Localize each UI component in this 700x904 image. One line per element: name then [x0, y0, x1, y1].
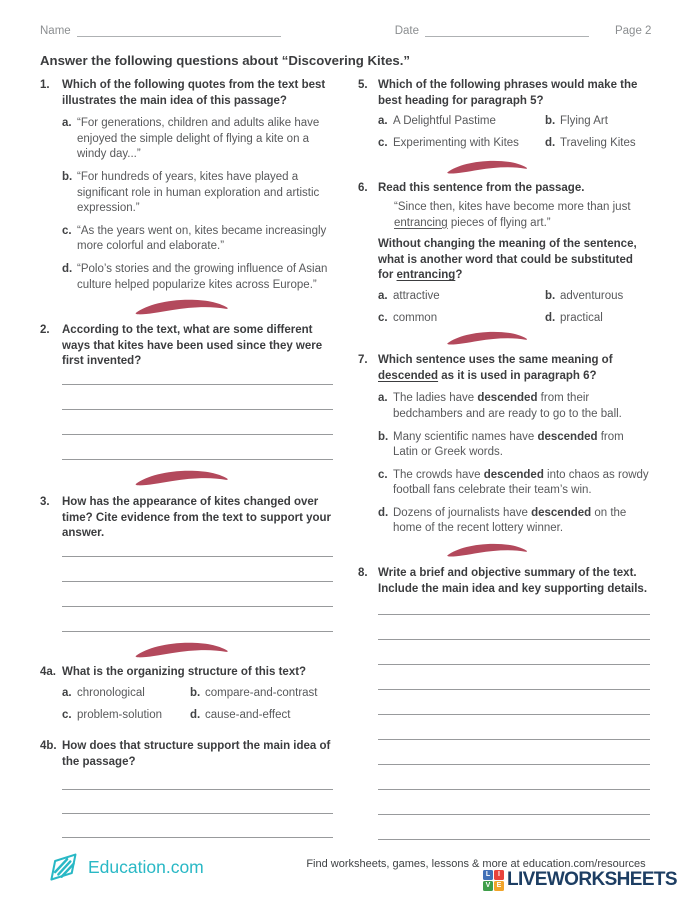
answer-line[interactable] [378, 690, 650, 715]
option-letter: c. [62, 224, 72, 237]
option-letter: b. [62, 170, 73, 183]
worksheet-title: Answer the following questions about “Discovering Kites.” [40, 53, 411, 68]
question-5-option-b[interactable] [545, 114, 650, 130]
page-header [40, 24, 660, 37]
question-4a [40, 665, 333, 681]
question-1-option-d[interactable] [62, 262, 333, 293]
option-letter: a. [378, 115, 388, 128]
option-text: “As the years went on, kites became increasingly more colorful and elaborate.” [77, 224, 327, 253]
question-text: How does that structure support the main idea of the passage? [62, 740, 331, 769]
question-1-option-b[interactable] [62, 170, 333, 217]
question-7-option-c[interactable] [378, 468, 650, 499]
question-2 [40, 323, 333, 370]
question-6-option-b[interactable] [545, 289, 650, 305]
question-7-option-b[interactable] [378, 430, 650, 461]
answer-line[interactable] [378, 790, 650, 815]
liveworksheets-wordmark: LIVEWORKSHEETS [507, 869, 678, 890]
question-8 [358, 566, 650, 597]
option-letter: c. [378, 311, 388, 324]
logo-tile: L [483, 870, 493, 880]
bold-word: descended [477, 392, 538, 405]
option-text: Flying Art [560, 115, 608, 128]
option-letter: c. [378, 136, 388, 149]
question-4a-options [62, 686, 333, 723]
question-8-answer-area [378, 597, 650, 840]
logo-tile: E [494, 881, 504, 891]
option-text: The crowds have descended into chaos as rowdy football fans celebrate their team’s win. [393, 468, 649, 497]
liveworksheets-logo[interactable] [483, 869, 677, 891]
question-4b-answer-area [62, 771, 333, 838]
brush-stroke-icon [133, 640, 230, 662]
option-text: Experimenting with Kites [393, 136, 519, 149]
answer-line[interactable] [62, 435, 333, 460]
option-letter: a. [378, 289, 388, 302]
question-5-option-d[interactable] [545, 136, 650, 152]
question-number: 4a. [40, 665, 56, 678]
question-4b [40, 739, 333, 770]
question-3-answer-area [62, 542, 333, 632]
question-text: How has the appearance of kites changed over time? Cite evidence from the text to support your answer. [62, 495, 332, 540]
option-text: cause-and-effect [205, 708, 291, 721]
answer-line[interactable] [378, 597, 650, 615]
education-com-logo[interactable] [44, 849, 204, 886]
option-letter: b. [545, 115, 556, 128]
brush-stroke-icon [445, 328, 529, 350]
answer-line[interactable] [378, 665, 650, 690]
question-number: 8. [358, 567, 368, 580]
option-text: problem-solution [77, 708, 163, 721]
option-letter: a. [62, 117, 72, 130]
answer-line[interactable] [378, 715, 650, 740]
answer-line[interactable] [378, 815, 650, 840]
answer-line[interactable] [62, 790, 333, 814]
question-6-prompt: Without changing the meaning of the sentence, what is another word that could be substituted for entrancing? [378, 238, 637, 282]
option-text: attractive [393, 289, 440, 302]
question-6 [358, 181, 650, 197]
question-number: 7. [358, 354, 368, 367]
option-letter: a. [378, 392, 388, 405]
option-text: practical [560, 311, 603, 324]
question-7-option-a[interactable] [378, 391, 650, 422]
answer-line[interactable] [62, 557, 333, 582]
option-text: A Delightful Pastime [393, 115, 496, 128]
question-4a-option-b[interactable] [190, 686, 333, 702]
question-number: 5. [358, 79, 368, 91]
answer-line[interactable] [378, 615, 650, 640]
option-letter: c. [378, 468, 388, 481]
option-text: “Polo’s stories and the growing influence of Asian culture helped popularize kites across Europe.” [77, 262, 328, 291]
logo-tile: I [494, 870, 504, 880]
brand-name: Education.com [88, 857, 204, 877]
question-text: Which sentence uses the same meaning of descended as it is used in paragraph 6? [378, 354, 613, 382]
option-text: “For generations, children and adults alike have enjoyed the simple delight of flying a kite on a windy day...” [77, 117, 320, 161]
question-3 [40, 495, 333, 542]
passage-quote: “Since then, kites have become more than just entrancing pieces of flying art.” [394, 200, 631, 229]
brush-stroke-icon [445, 157, 529, 179]
question-number: 1. [40, 79, 50, 91]
option-text: adventurous [560, 289, 624, 302]
bold-word: descended [531, 506, 592, 519]
option-text: Traveling Kites [560, 136, 636, 149]
name-line[interactable] [77, 24, 281, 37]
option-text: The ladies have descended from their bedchambers and are ready to go to the ball. [393, 392, 622, 420]
page-number: Page 2 [614, 25, 652, 37]
brush-stroke-icon [445, 540, 529, 562]
question-6-option-a[interactable] [378, 289, 545, 305]
answer-line[interactable] [62, 385, 333, 410]
option-letter: b. [378, 430, 389, 443]
answer-line[interactable] [378, 640, 650, 665]
question-4a-option-c[interactable] [62, 708, 190, 724]
option-letter: c. [62, 708, 72, 721]
answer-line[interactable] [62, 410, 333, 435]
logo-tile: V [483, 881, 493, 891]
option-text: compare-and-contrast [205, 687, 318, 700]
question-5-option-c[interactable] [378, 136, 545, 152]
question-2-answer-area [62, 370, 333, 460]
question-1-option-c[interactable] [62, 224, 333, 255]
option-letter: d. [62, 262, 73, 275]
date-label: Date [394, 25, 419, 37]
question-text: Write a brief and objective summary of the text. Include the main idea and key supporting details. [378, 567, 648, 595]
question-5 [358, 78, 650, 109]
question-text: Which of the following phrases would make the best heading for paragraph 5? [378, 79, 638, 107]
left-column [40, 78, 333, 838]
question-6-option-c[interactable] [378, 311, 545, 327]
question-5-options [378, 114, 650, 151]
option-letter: a. [62, 687, 72, 700]
option-text: “For hundreds of years, kites have played a significant role in human exploration and artistic expression.” [77, 170, 320, 215]
question-number: 2. [40, 324, 50, 337]
question-6-option-d[interactable] [545, 311, 650, 327]
answer-line[interactable] [62, 607, 333, 632]
option-letter: b. [545, 289, 556, 302]
bold-word: descended [537, 430, 598, 443]
underlined-word: descended [378, 369, 439, 382]
question-number: 4b. [40, 740, 57, 753]
question-number: 6. [358, 182, 368, 195]
question-7-option-d[interactable] [378, 506, 650, 537]
question-7 [358, 353, 650, 384]
question-5-option-a[interactable] [378, 114, 545, 130]
liveworksheets-icon [483, 870, 504, 891]
answer-line[interactable] [62, 582, 333, 607]
underlined-word: entrancing [394, 216, 448, 229]
option-letter: d. [545, 136, 556, 149]
answer-line[interactable] [62, 370, 333, 385]
answer-line[interactable] [378, 740, 650, 765]
resources-text: Find worksheets, games, lessons & more at education.com/resources [306, 858, 646, 870]
question-6-options [378, 289, 650, 326]
answer-line[interactable] [62, 542, 333, 557]
answer-line[interactable] [378, 765, 650, 790]
option-text: common [393, 311, 438, 324]
name-label: Name [40, 25, 71, 37]
option-text: chronological [77, 687, 145, 700]
answer-line[interactable] [62, 814, 333, 838]
option-text: Many scientific names have descended from Latin or Greek words. [393, 430, 624, 459]
brush-stroke-icon [133, 297, 230, 319]
answer-line[interactable] [62, 771, 333, 790]
option-letter: b. [190, 687, 201, 700]
option-letter: d. [378, 506, 389, 519]
brush-stroke-icon [133, 468, 230, 490]
question-4a-option-d[interactable] [190, 708, 333, 724]
underlined-word: entrancing [396, 269, 456, 282]
question-text: According to the text, what are some different ways that kites have been used since they were first invented? [62, 324, 323, 368]
option-letter: d. [545, 311, 556, 324]
question-text: What is the organizing structure of this text? [62, 665, 307, 678]
question-number: 3. [40, 495, 50, 508]
question-4a-option-a[interactable] [62, 686, 190, 702]
date-line[interactable] [425, 24, 589, 37]
right-column [358, 78, 650, 840]
question-text: Read this sentence from the passage. [378, 182, 585, 195]
option-letter: d. [190, 708, 201, 721]
question-1 [40, 78, 333, 109]
pencil-icon [44, 849, 81, 886]
option-text: Dozens of journalists have descended on the home of the recent lottery winner. [393, 506, 627, 535]
question-1-option-a[interactable] [62, 116, 333, 163]
bold-word: descended [483, 468, 544, 481]
question-text: Which of the following quotes from the text best illustrates the main idea of this passage? [62, 79, 326, 107]
